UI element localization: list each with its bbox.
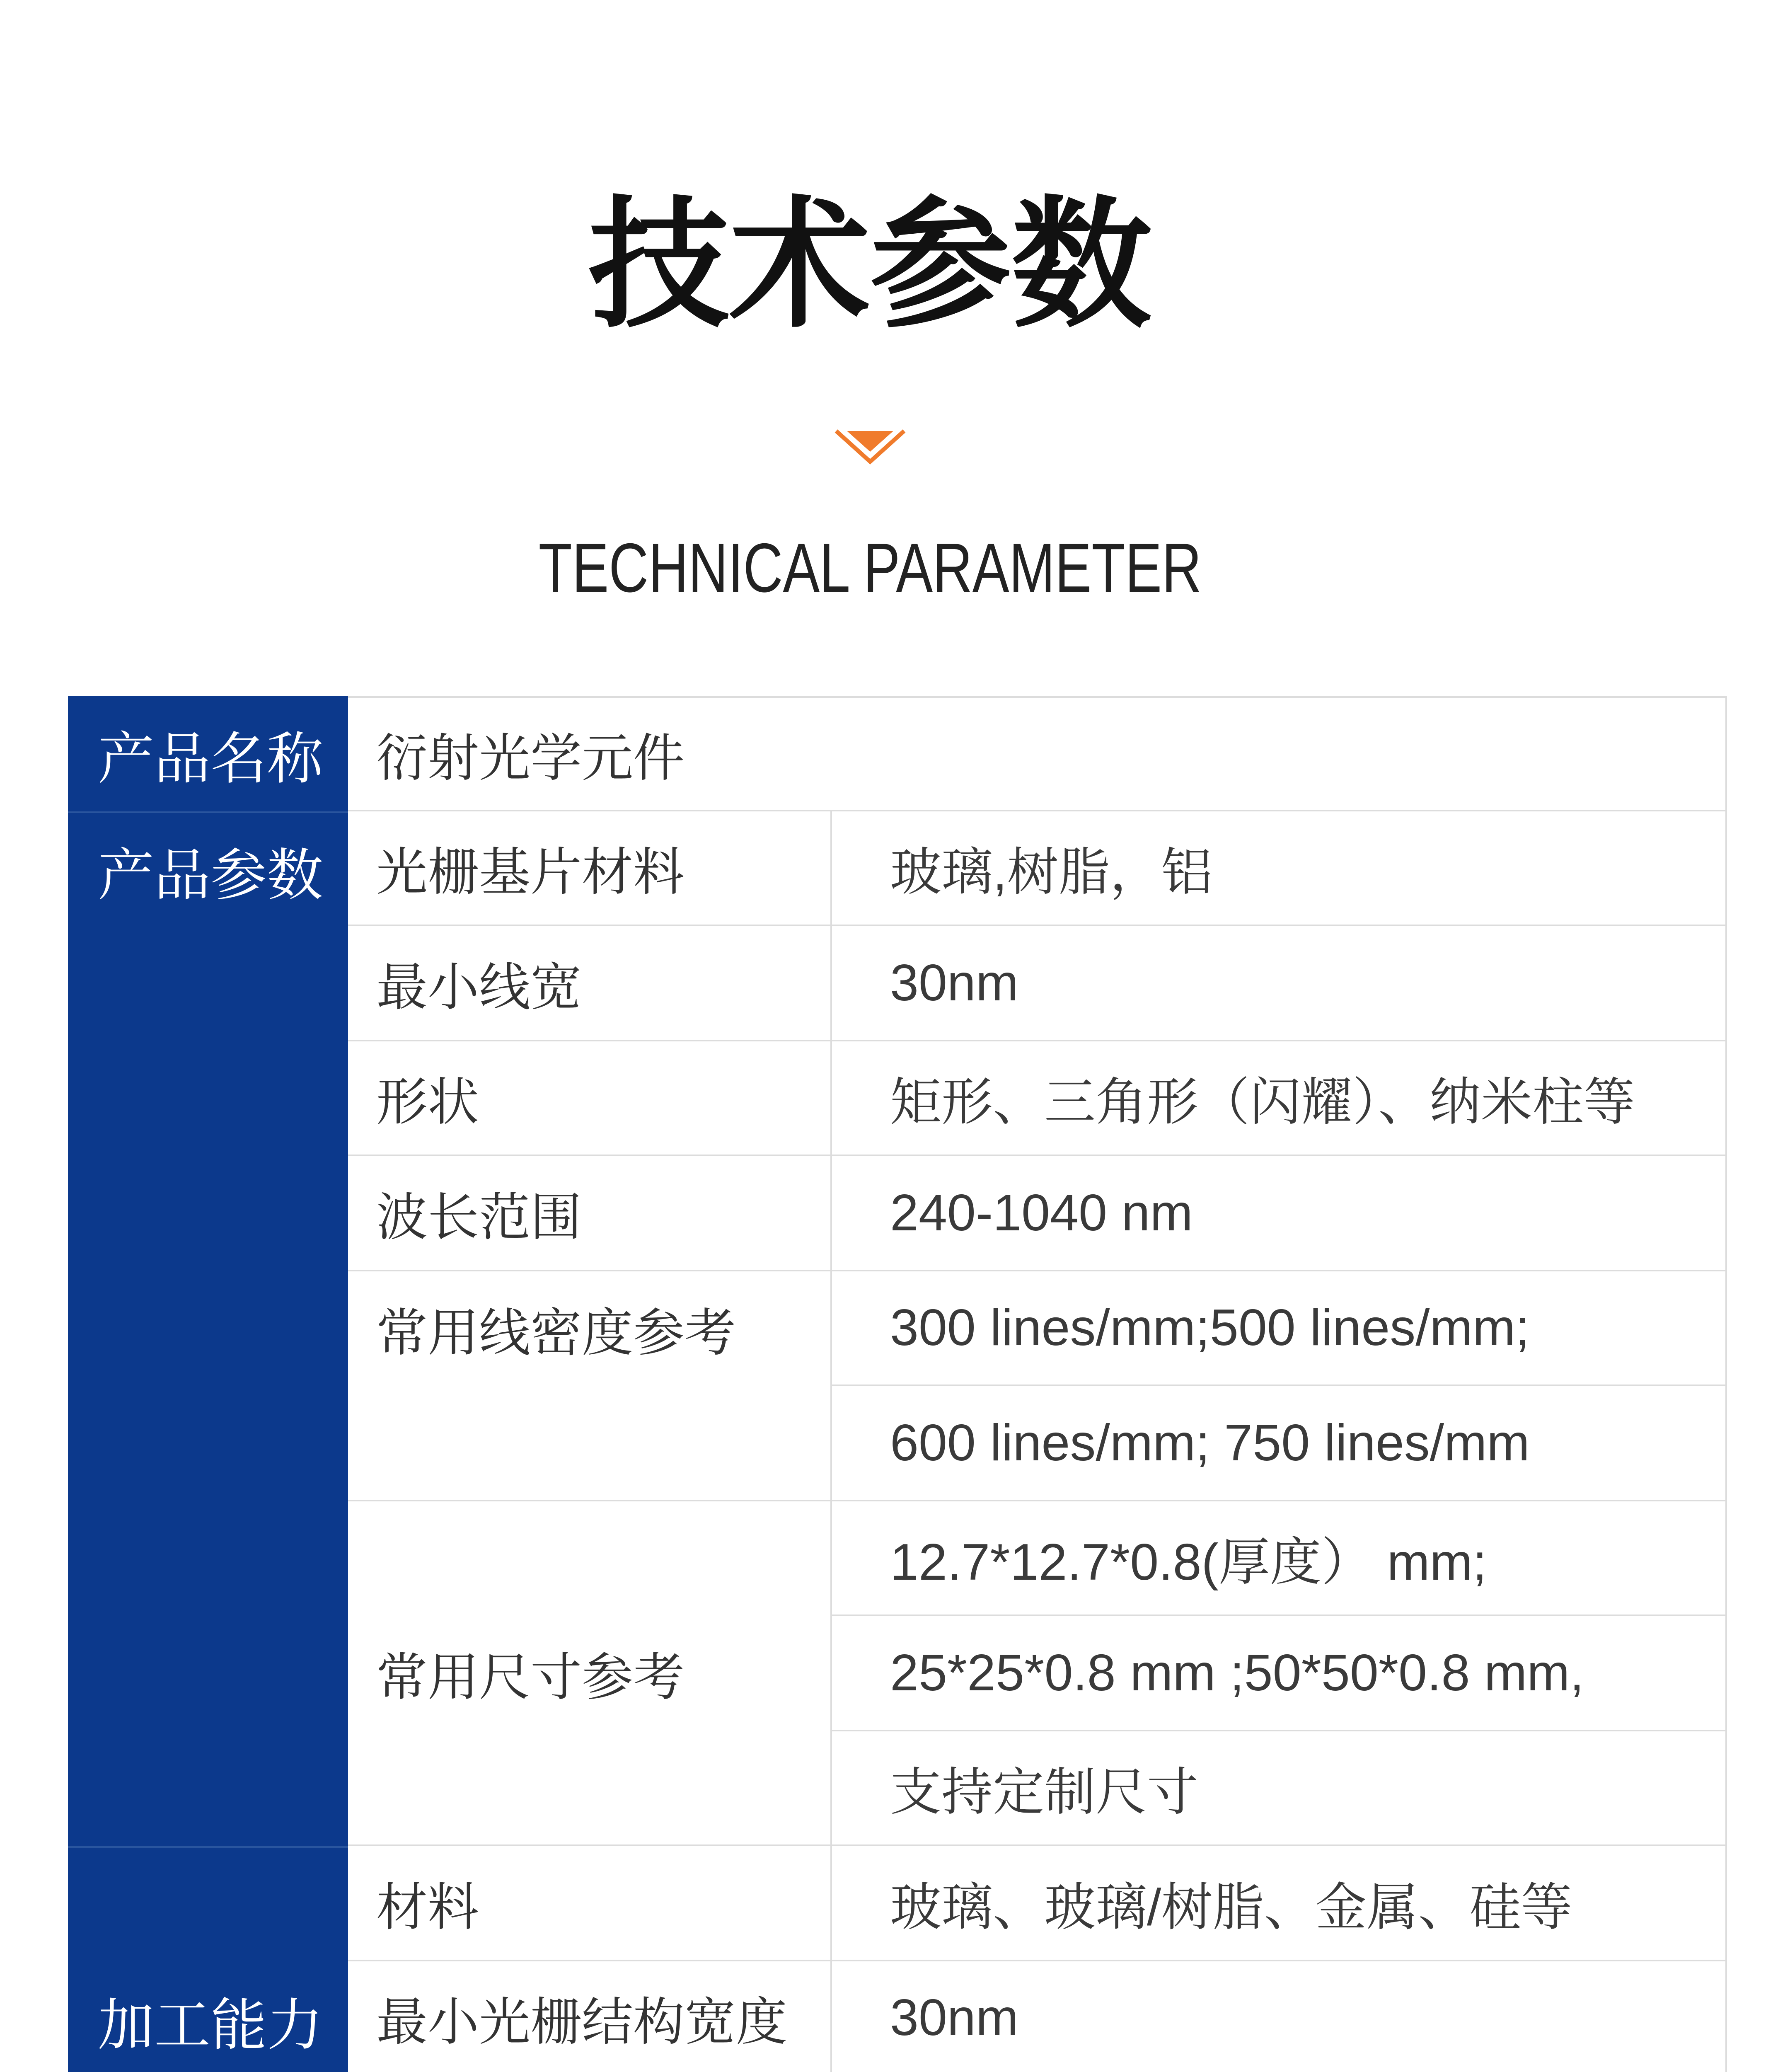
param-value: 240-1040 nm [832, 1156, 1727, 1271]
param-value: 玻璃,树脂，铝 [832, 811, 1727, 927]
param-name: 最小线宽 [348, 926, 832, 1041]
capability-name: 材料 [348, 1846, 832, 1961]
section-label-text: 产品参数 [98, 844, 323, 907]
page-title: 技术参数 [588, 186, 1152, 344]
section-label-product-params [68, 811, 348, 1847]
param-name: 波长范围 [348, 1156, 832, 1271]
param-value: 600 lines/mm; 750 lines/mm [832, 1386, 1727, 1501]
subtitle-text: TECHNICAL PARAMETER [538, 529, 1202, 607]
param-name: 常用尺寸参考 [348, 1501, 832, 1847]
param-value: 25*25*0.8 mm ;50*50*0.8 mm, [832, 1616, 1727, 1731]
param-name-text: 常用线密度参考 [376, 1305, 736, 1362]
section-label-text: 加工能力 [98, 1994, 323, 2057]
section-label-text: 产品名称 [98, 727, 323, 790]
chevron-down-icon [833, 428, 907, 465]
param-value: 300 lines/mm;500 lines/mm; [832, 1271, 1727, 1387]
param-name [348, 1271, 832, 1501]
param-name: 光栅基片材料 [348, 811, 832, 927]
section-label-product-name [68, 696, 348, 811]
capability-value: 玻璃、玻璃/树脂、金属、硅等 [832, 1846, 1727, 1961]
param-value: 12.7*12.7*0.8(厚度） mm; [832, 1501, 1727, 1617]
capability-value: 30nm [832, 1961, 1727, 2072]
section-label-processing [68, 1846, 348, 2072]
capability-name: 最小光栅结构宽度 [348, 1961, 832, 2072]
param-value: 矩形、三角形（闪耀）、纳米柱等 [832, 1041, 1727, 1157]
page-subtitle [0, 526, 1740, 609]
param-name: 形状 [348, 1041, 832, 1157]
param-value: 30nm [832, 926, 1727, 1041]
product-name-value: 衍射光学元件 [348, 696, 1727, 811]
spec-table [68, 696, 1727, 2072]
param-value: 支持定制尺寸 [832, 1731, 1727, 1847]
